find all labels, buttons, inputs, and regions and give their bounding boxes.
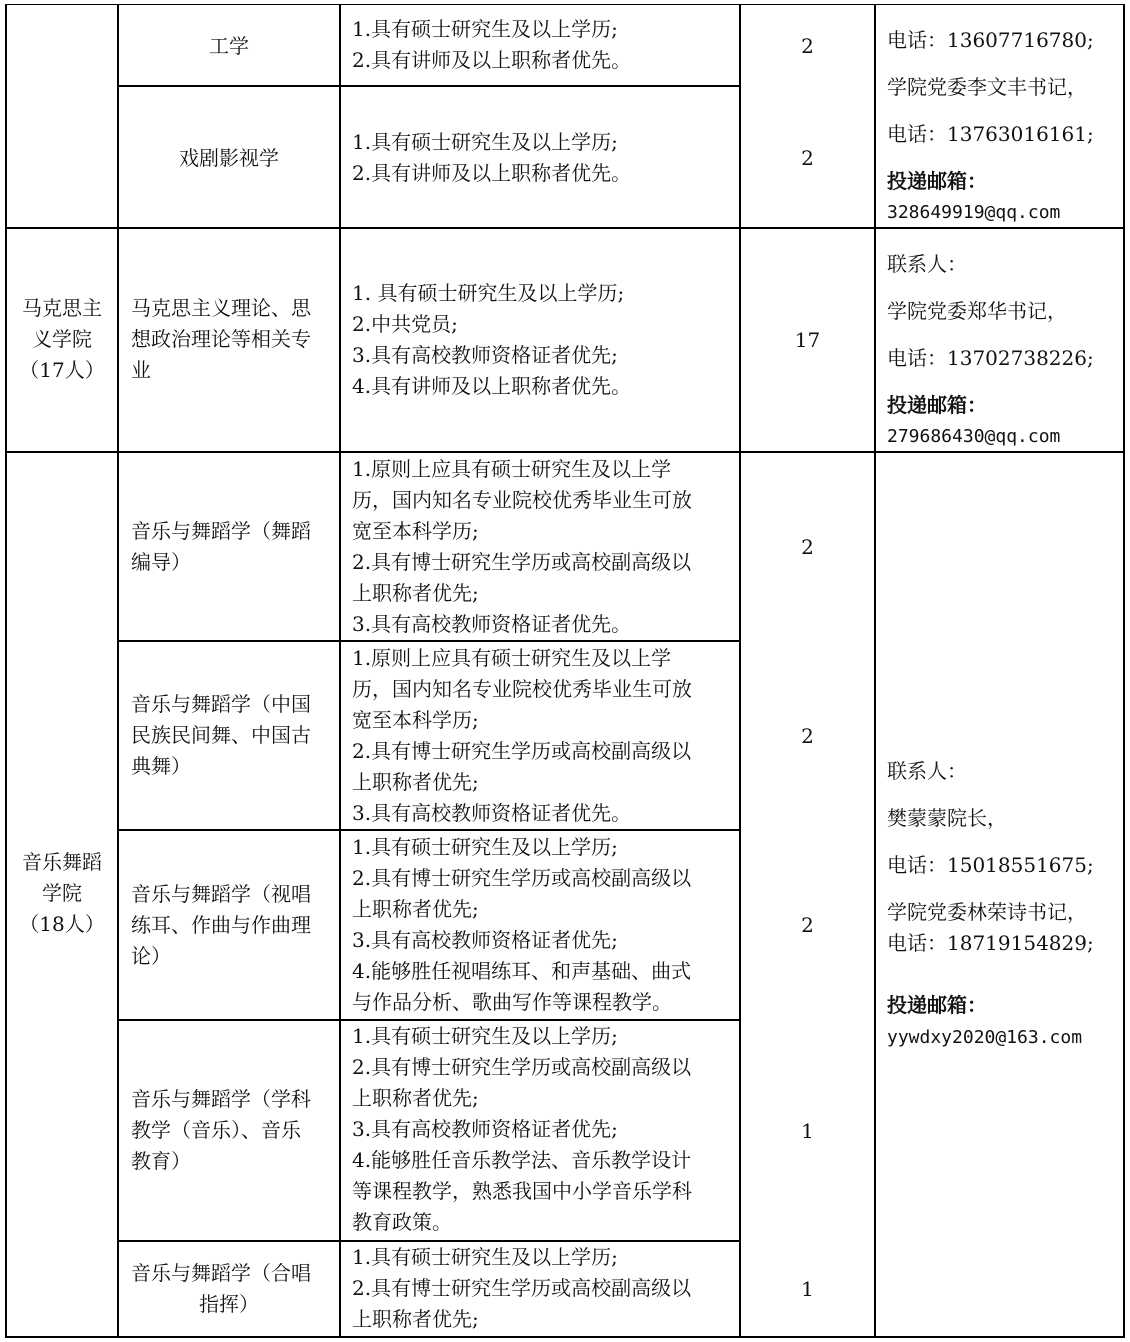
email-address: 279686430@qq.com [887, 426, 1061, 447]
count-cell: 2 [801, 535, 814, 559]
requirement-line: 上职称者优先; [352, 1086, 479, 1110]
major-cell: 教育） [131, 1149, 191, 1173]
count-cell: 2 [801, 146, 814, 170]
col-divider-2 [339, 4, 341, 1338]
table-border-bottom [5, 1336, 1125, 1338]
contact-person: 学院党委林荣诗书记， [887, 900, 1087, 924]
requirement-line: 3.具有高校教师资格证者优先; [352, 928, 618, 952]
contact-person: 学院党委李文丰书记， [887, 75, 1087, 99]
college-name: 学院 [42, 881, 82, 905]
requirement-line: 上职称者优先; [352, 897, 479, 921]
col-divider-4 [874, 4, 876, 1338]
requirement-line: 1.原则上应具有硕士研究生及以上学 [352, 646, 672, 670]
requirement-line: 3.具有高校教师资格证者优先; [352, 343, 618, 367]
contact-phone: 电话：13702738226; [887, 346, 1094, 370]
requirement-line: 2.具有博士研究生学历或高校副高级以 [352, 739, 692, 763]
major-cell: 音乐与舞蹈学（学科 [131, 1087, 311, 1111]
requirement-line: 2.具有讲师及以上职称者优先。 [352, 48, 632, 72]
major-cell: 戏剧影视学 [179, 146, 279, 170]
count-cell: 1 [801, 1119, 814, 1143]
requirement-line: 与作品分析、歌曲写作等课程教学。 [352, 990, 672, 1014]
major-cell: 民族民间舞、中国古 [131, 723, 311, 747]
count-cell: 1 [801, 1277, 814, 1301]
requirement-line: 1.原则上应具有硕士研究生及以上学 [352, 457, 672, 481]
count-cell: 2 [801, 913, 814, 937]
contact-person: 樊蒙蒙院长， [887, 806, 1007, 830]
major-cell: 马克思主义理论、思 [131, 296, 311, 320]
count-cell: 2 [801, 724, 814, 748]
major-cell: 音乐与舞蹈学（舞蹈 [131, 519, 311, 543]
requirement-line: 上职称者优先; [352, 581, 479, 605]
requirement-line: 2.具有博士研究生学历或高校副高级以 [352, 1276, 692, 1300]
contact-phone: 电话：15018551675; [887, 853, 1094, 877]
requirement-line: 2.具有讲师及以上职称者优先。 [352, 161, 632, 185]
requirement-line: 1.具有硕士研究生及以上学历; [352, 1245, 618, 1269]
major-cell: 练耳、作曲与作曲理 [131, 913, 311, 937]
major-cell: 教学（音乐）、音乐 [131, 1118, 301, 1142]
requirement-line: 3.具有高校教师资格证者优先; [352, 1117, 618, 1141]
major-cell: 音乐与舞蹈学（中国 [131, 692, 311, 716]
contact-phone: 电话：13763016161; [887, 122, 1094, 146]
major-cell: 工学 [209, 34, 249, 58]
count-cell: 17 [794, 328, 821, 352]
requirement-line: 宽至本科学历; [352, 519, 479, 543]
requirement-line: 2.具有博士研究生学历或高校副高级以 [352, 1055, 692, 1079]
row-divider [117, 829, 741, 831]
requirement-line: 宽至本科学历; [352, 708, 479, 732]
table-border-right [1123, 4, 1125, 1338]
major-cell: 想政治理论等相关专 [131, 327, 311, 351]
requirement-line: 等课程教学，熟悉我国中小学音乐学科 [352, 1179, 692, 1203]
contact-phone: 电话：18719154829; [887, 931, 1094, 955]
college-headcount: （18人） [19, 912, 105, 936]
table-border-top [5, 4, 1125, 5]
major-cell: 编导） [131, 550, 191, 574]
requirement-line: 2.具有博士研究生学历或高校副高级以 [352, 550, 692, 574]
requirement-line: 4.具有讲师及以上职称者优先。 [352, 374, 632, 398]
email-address: 328649919@qq.com [887, 202, 1061, 223]
requirement-line: 2.中共党员; [352, 312, 458, 336]
requirement-line: 1.具有硕士研究生及以上学历; [352, 130, 618, 154]
major-cell: 音乐与舞蹈学（视唱 [131, 882, 311, 906]
email-label: 投递邮箱： [887, 169, 987, 193]
col-divider-1 [117, 4, 119, 1338]
row-divider [117, 85, 741, 87]
contact-person: 学院党委郑华书记， [887, 299, 1067, 323]
major-cell: 指挥） [199, 1292, 259, 1316]
row-divider [117, 640, 741, 642]
college-name: 马克思主 [22, 296, 102, 320]
contact-label: 联系人： [887, 759, 967, 783]
email-label: 投递邮箱： [887, 393, 987, 417]
contact-phone: 电话：13607716780; [887, 28, 1094, 52]
requirement-line: 历，国内知名专业院校优秀毕业生可放 [352, 677, 692, 701]
major-cell: 业 [131, 358, 151, 382]
table-border-left [5, 4, 7, 1338]
email-label: 投递邮箱： [887, 993, 987, 1017]
requirement-line: 教育政策。 [352, 1210, 452, 1234]
college-headcount: （17人） [19, 358, 105, 382]
count-cell: 2 [801, 34, 814, 58]
requirement-line: 1. 具有硕士研究生及以上学历; [352, 281, 625, 305]
requirement-line: 1.具有硕士研究生及以上学历; [352, 17, 618, 41]
requirement-line: 上职称者优先; [352, 1307, 479, 1331]
requirement-line: 3.具有高校教师资格证者优先。 [352, 612, 632, 636]
requirement-line: 历，国内知名专业院校优秀毕业生可放 [352, 488, 692, 512]
requirement-line: 4.能够胜任音乐教学法、音乐教学设计 [352, 1148, 692, 1172]
requirement-line: 4.能够胜任视唱练耳、和声基础、曲式 [352, 959, 692, 983]
major-cell: 典舞） [131, 754, 191, 778]
major-cell: 论） [131, 944, 171, 968]
college-name: 音乐舞蹈 [22, 850, 102, 874]
contact-label: 联系人： [887, 252, 967, 276]
requirement-line: 2.具有博士研究生学历或高校副高级以 [352, 866, 692, 890]
requirement-line: 1.具有硕士研究生及以上学历; [352, 1024, 618, 1048]
requirement-line: 3.具有高校教师资格证者优先。 [352, 801, 632, 825]
college-name: 义学院 [32, 327, 92, 351]
major-cell: 音乐与舞蹈学（合唱 [131, 1261, 311, 1285]
requirement-line: 1.具有硕士研究生及以上学历; [352, 835, 618, 859]
email-address: yywdxy2020@163.com [887, 1027, 1083, 1048]
requirement-line: 上职称者优先; [352, 770, 479, 794]
